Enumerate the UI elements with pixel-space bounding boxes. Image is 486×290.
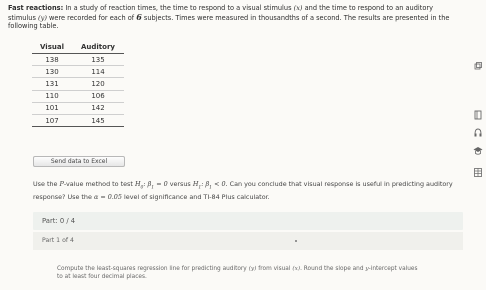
table-row [32,90,124,102]
table-row [32,66,124,78]
intro-text-2: and the time to respond to an auditory [304,4,433,12]
subject-count: 6 [136,11,142,22]
table-cell: 101 [32,102,72,114]
book-icon[interactable] [474,110,482,122]
table-header-visual: Visual [32,42,72,54]
headset-icon[interactable] [474,128,482,140]
intro-text-6: following table. [8,22,59,31]
table-cell: 106 [72,90,124,102]
table-cell: 131 [32,78,72,90]
table-cell: 135 [72,54,124,66]
intro-lead: Fast reactions: [8,4,64,12]
var-x: (x) [293,4,303,12]
instructions-text: to at least four decimal places. [57,273,147,280]
intro-text-1: In a study of reaction times, the time to respond to a visual stimulus [65,4,292,12]
table-row [32,102,124,114]
table-row [32,114,124,126]
intro-text-3: stimulus [8,13,36,22]
table-cell: 107 [32,114,72,126]
instructions-text: -intercept values [368,266,418,272]
var-x: (x) [292,266,301,272]
table-cell: 142 [72,102,124,114]
grid-icon[interactable] [474,168,482,179]
var-y: (y) [38,13,47,22]
instructions-text: . Round the slope and [300,266,364,272]
part-progress [33,212,463,230]
copy-icon[interactable] [474,62,482,72]
question-part: response? Use the [33,192,92,201]
table-cell: 130 [32,66,72,78]
table-cell: 120 [72,78,124,90]
question-part: level of significance and TI-84 Plus calculator. [123,192,270,201]
graduation-icon[interactable] [473,146,483,158]
table-cell: 110 [32,90,72,102]
null-hypothesis: $H_0$: $\beta_1 = 0$ [134,180,168,191]
alt-hypothesis: $H_1$: $\beta_1 < 0$. [192,180,228,191]
part-1-label: Part 1 of 4 [42,237,74,244]
instructions-text: Compute the least-squares regression line for predicting auditory [57,266,247,272]
p-symbol: P [59,180,64,188]
question-part: -value method to test [63,180,133,188]
table-header-auditory: Auditory [72,42,124,54]
instructions-text: from visual [258,266,291,272]
table-cell: 145 [72,114,124,126]
part-1-instructions [57,266,457,281]
reaction-time-table [32,42,124,127]
var-y: (y) [248,266,257,272]
problem-intro [8,4,468,31]
intro-text-4: were recorded for each of [49,13,135,22]
table-cell: 114 [72,66,124,78]
table-row [32,54,124,66]
question-part: versus [169,180,191,188]
var-y: y [365,266,369,272]
table-cell: 138 [32,54,72,66]
question-text [33,180,453,202]
question-part: Use the [33,180,58,188]
question-part: Can you conclude that visual response is useful in predicting auditory [229,180,453,188]
part-progress-label: Part: 0 / 4 [42,217,76,225]
send-to-excel-button[interactable]: Send data to Excel [33,156,125,167]
bullet-dot [295,240,297,242]
table-row [32,78,124,90]
part-1-header[interactable] [33,232,463,250]
alpha-level: α = 0.05 [93,192,122,201]
intro-text-5: subjects. Times were measured in thousandths of a second. The results are presented in the [143,13,450,22]
